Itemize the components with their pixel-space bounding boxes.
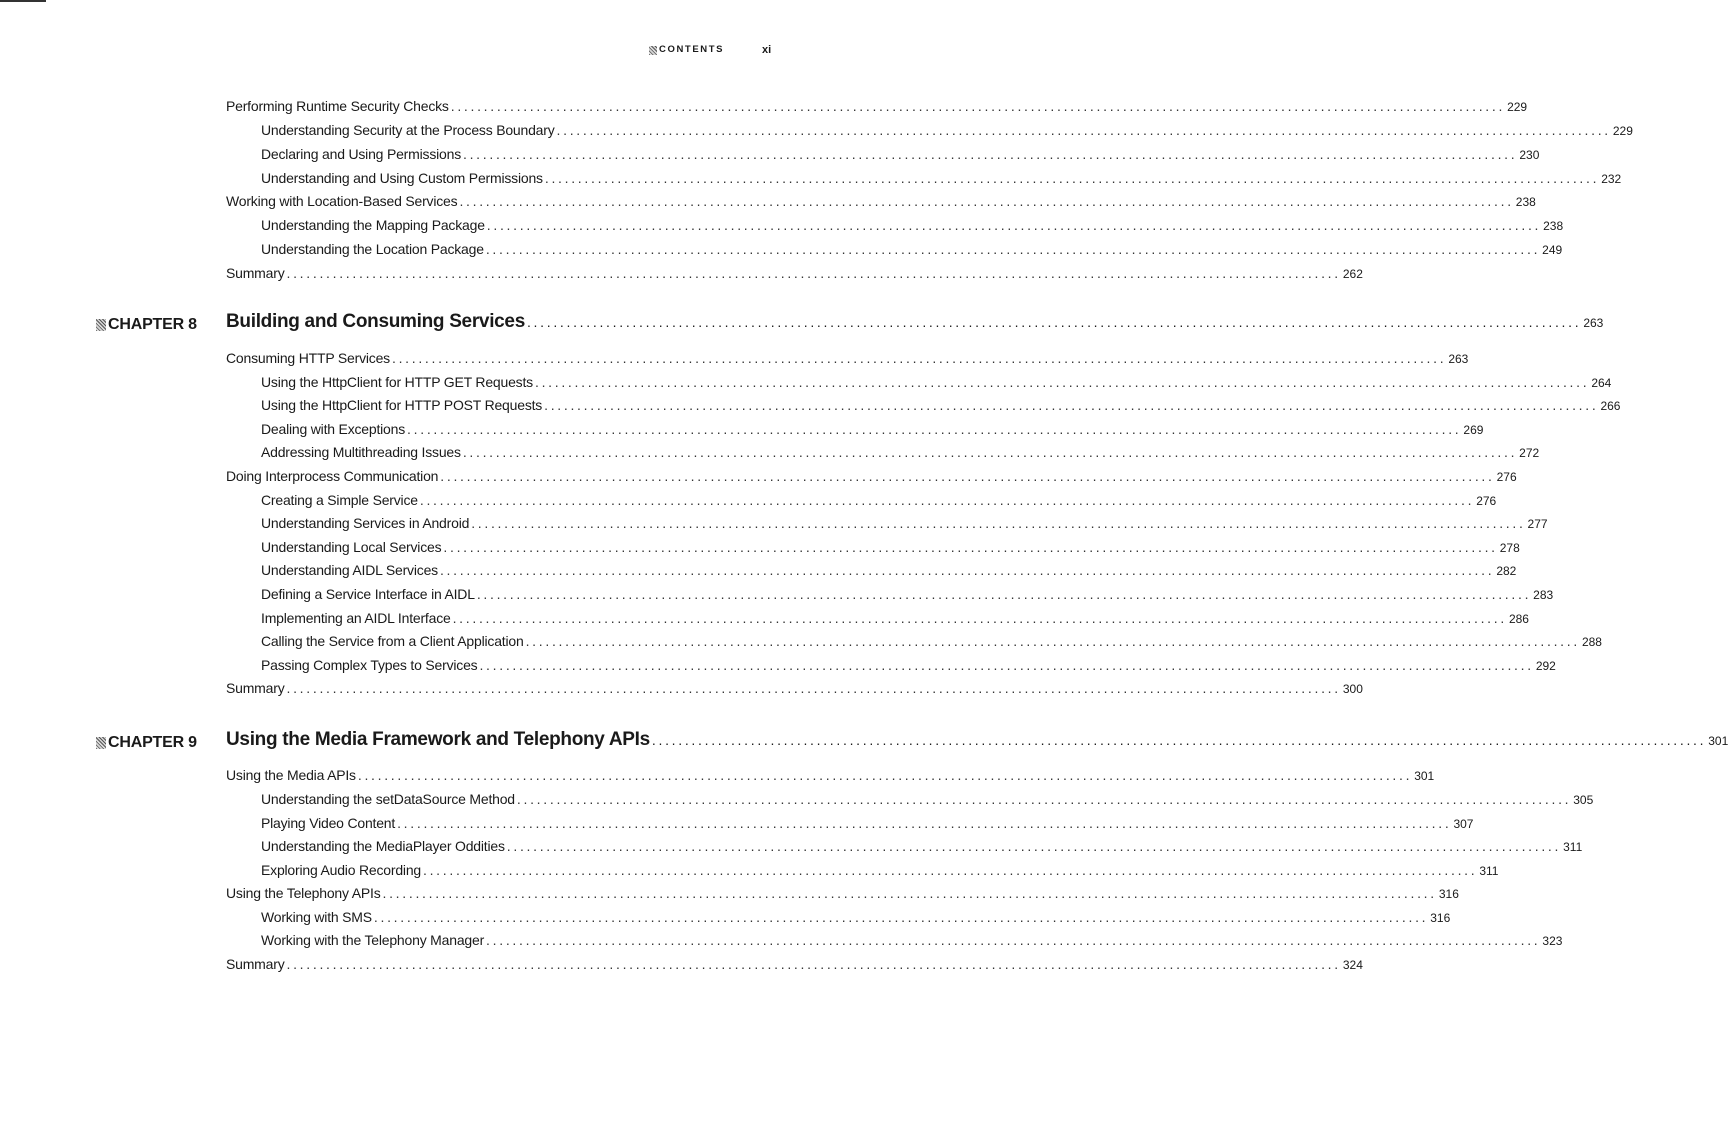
- toc-entry-page: 288: [1581, 635, 1602, 649]
- toc-leader-dots: ................................................................................................................................................................: [450, 98, 1506, 114]
- toc-leader-dots: ................................................................................................................................................................: [516, 791, 1572, 807]
- toc-entry[interactable]: [226, 885, 1459, 907]
- contents-marker-icon: [649, 46, 657, 55]
- toc-entry[interactable]: [261, 586, 1554, 608]
- toc-entry[interactable]: [261, 241, 1563, 263]
- toc-leader-dots: ................................................................................................................................................................: [373, 909, 1429, 925]
- toc-entry[interactable]: [226, 98, 1528, 120]
- toc-entry-page: 324: [1342, 958, 1363, 972]
- toc-entry-page: 282: [1496, 564, 1517, 578]
- toc-entry-page: 311: [1479, 864, 1499, 878]
- toc-entry-title: Creating a Simple Service: [261, 492, 418, 508]
- toc-entry[interactable]: [226, 680, 1363, 702]
- toc-entry-page: 276: [1496, 470, 1517, 484]
- toc-entry-title: Understanding Security at the Process Boundary: [261, 122, 555, 138]
- toc-entry-page: 232: [1601, 172, 1622, 186]
- toc-entry-page: 311: [1563, 840, 1583, 854]
- toc-leader-dots: ................................................................................................................................................................: [506, 838, 1562, 854]
- toc-entry-page: 276: [1476, 494, 1497, 508]
- toc-entry-title: Understanding the Location Package: [261, 241, 484, 257]
- chapter-number: CHAPTER 8: [108, 316, 197, 333]
- toc-entry-title: Performing Runtime Security Checks: [226, 98, 449, 114]
- toc-leader-dots: ................................................................................................................................................................: [485, 241, 1541, 257]
- toc-entry-page: 323: [1542, 934, 1563, 948]
- toc-leader-dots: ................................................................................................................................................................: [439, 562, 1495, 578]
- toc-entry-title: Addressing Multithreading Issues: [261, 444, 461, 460]
- toc-leader-dots: ................................................................................................................................................................: [397, 815, 1452, 831]
- toc-entry-page: 305: [1573, 793, 1594, 807]
- toc-entry-title: Working with SMS: [261, 909, 372, 925]
- toc-entry[interactable]: [226, 265, 1363, 287]
- toc-entry-title: Summary: [226, 265, 285, 281]
- toc-entry[interactable]: [261, 633, 1602, 655]
- toc-leader-dots: ................................................................................................................................................................: [486, 217, 1542, 233]
- toc-entry-title: Declaring and Using Permissions: [261, 146, 461, 162]
- toc-leader-dots: ................................................................................................................................................................: [407, 421, 1462, 437]
- toc-entry[interactable]: [261, 862, 1499, 884]
- toc-entry-page: 286: [1508, 612, 1529, 626]
- toc-leader-dots: ................................................................................................................................................................: [459, 193, 1514, 209]
- toc-entry-title: Working with the Telephony Manager: [261, 932, 485, 948]
- toc-entry-title: Defining a Service Interface in AIDL: [261, 586, 475, 602]
- toc-leader-dots: ................................................................................................................................................................: [286, 956, 1341, 972]
- running-head-label: CONTENTS: [659, 44, 725, 55]
- chapter-heading[interactable]: [226, 311, 1604, 337]
- toc-entry[interactable]: [261, 397, 1621, 419]
- toc-entry-title: Summary: [226, 956, 285, 972]
- toc-entry-title: Understanding Services in Android: [261, 515, 470, 531]
- toc-entry-title: Using the HttpClient for HTTP GET Requests: [261, 374, 533, 390]
- toc-entry-page: 283: [1533, 588, 1554, 602]
- toc-entry-title: Understanding the MediaPlayer Oddities: [261, 838, 505, 854]
- toc-leader-dots: ................................................................................................................................................................: [440, 468, 1495, 484]
- toc-entry-page: 316: [1438, 887, 1459, 901]
- toc-entry[interactable]: [261, 146, 1540, 168]
- chapter-title: Building and Consuming Services: [226, 311, 525, 332]
- toc-entry[interactable]: [261, 539, 1520, 561]
- toc-leader-dots: ................................................................................................................................................................: [534, 374, 1590, 390]
- chapter-number: CHAPTER 9: [108, 734, 197, 751]
- toc-entry-page: 229: [1507, 100, 1528, 114]
- toc-entry[interactable]: [261, 932, 1563, 954]
- toc-leader-dots: ................................................................................................................................................................: [651, 732, 1707, 748]
- toc-entry-page: 266: [1600, 399, 1621, 413]
- toc-entry[interactable]: [261, 515, 1548, 537]
- toc-leader-dots: ................................................................................................................................................................: [544, 397, 1599, 413]
- toc-entry-page: 272: [1519, 446, 1540, 460]
- toc-entry-page: 316: [1430, 911, 1451, 925]
- toc-entry-page: 249: [1542, 243, 1563, 257]
- toc-entry[interactable]: [261, 122, 1633, 144]
- toc-leader-dots: ................................................................................................................................................................: [391, 350, 1447, 366]
- toc-leader-dots: ................................................................................................................................................................: [479, 657, 1534, 673]
- toc-entry[interactable]: [226, 468, 1517, 490]
- toc-entry-page: 262: [1342, 267, 1363, 281]
- chapter-label: [96, 734, 197, 752]
- toc-entry-title: Summary: [226, 680, 285, 696]
- toc-entry[interactable]: [261, 909, 1451, 931]
- toc-entry-title: Using the HttpClient for HTTP POST Requests: [261, 397, 543, 413]
- toc-entry-title: Understanding Local Services: [261, 539, 442, 555]
- running-head: [640, 44, 780, 58]
- toc-entry-title: Doing Interprocess Communication: [226, 468, 439, 484]
- toc-entry[interactable]: [261, 492, 1497, 514]
- toc-entry[interactable]: [261, 838, 1583, 860]
- toc-entry[interactable]: [261, 170, 1622, 192]
- toc-entry-title: Passing Complex Types to Services: [261, 657, 478, 673]
- toc-leader-dots: ................................................................................................................................................................: [419, 492, 1475, 508]
- toc-entry-title: Understanding and Using Custom Permissions: [261, 170, 543, 186]
- toc-entry[interactable]: [226, 767, 1435, 789]
- toc-entry[interactable]: [261, 421, 1484, 443]
- toc-entry-title: Understanding the Mapping Package: [261, 217, 485, 233]
- toc-leader-dots: ................................................................................................................................................................: [357, 767, 1413, 783]
- chapter-page: 301: [1708, 734, 1728, 748]
- page-number: xi: [762, 44, 772, 56]
- toc-leader-dots: ................................................................................................................................................................: [486, 932, 1541, 948]
- toc-entry-page: 230: [1519, 148, 1540, 162]
- toc-entry[interactable]: [261, 657, 1556, 679]
- toc-entry-page: 264: [1591, 376, 1612, 390]
- toc-entry[interactable]: [261, 444, 1540, 466]
- toc-entry-page: 269: [1463, 423, 1484, 437]
- chapter-page: 263: [1583, 316, 1604, 330]
- toc-entry[interactable]: [226, 193, 1536, 215]
- toc-entry-page: 238: [1515, 195, 1536, 209]
- toc-leader-dots: ................................................................................................................................................................: [452, 610, 1507, 626]
- toc-entry-title: Dealing with Exceptions: [261, 421, 406, 437]
- toc-leader-dots: ................................................................................................................................................................: [286, 265, 1341, 281]
- toc-entry-title: Consuming HTTP Services: [226, 350, 390, 366]
- toc-leader-dots: ................................................................................................................................................................: [476, 586, 1532, 602]
- toc-entry-page: 292: [1535, 659, 1556, 673]
- toc-entry-title: Understanding the setDataSource Method: [261, 791, 515, 807]
- toc-entry-page: 238: [1543, 219, 1564, 233]
- toc-leader-dots: ................................................................................................................................................................: [423, 862, 1478, 878]
- toc-entry-title: Calling the Service from a Client Application: [261, 633, 524, 649]
- toc-entry-page: 229: [1612, 124, 1633, 138]
- toc-leader-dots: ................................................................................................................................................................: [525, 633, 1580, 649]
- toc-leader-dots: ................................................................................................................................................................: [443, 539, 1498, 555]
- toc-leader-dots: ................................................................................................................................................................: [463, 146, 1518, 162]
- toc-leader-dots: ................................................................................................................................................................: [526, 314, 1582, 330]
- toc-leader-dots: ................................................................................................................................................................: [286, 680, 1341, 696]
- chapter-marker-icon: [96, 319, 106, 331]
- toc-entry-page: 278: [1499, 541, 1520, 555]
- toc-entry-title: Playing Video Content: [261, 815, 396, 831]
- toc-entry[interactable]: [261, 217, 1564, 239]
- toc-entry-title: Exploring Audio Recording: [261, 862, 421, 878]
- toc-entry-page: 300: [1342, 682, 1363, 696]
- toc-entry[interactable]: [261, 815, 1474, 837]
- toc-entry-page: 277: [1527, 517, 1548, 531]
- chapter-title: Using the Media Framework and Telephony APIs: [226, 729, 650, 750]
- toc-entry[interactable]: [261, 562, 1517, 584]
- toc-leader-dots: ................................................................................................................................................................: [544, 170, 1600, 186]
- toc-leader-dots: ................................................................................................................................................................: [471, 515, 1526, 531]
- toc-entry-title: Working with Location-Based Services: [226, 193, 458, 209]
- toc-entry-page: 307: [1453, 817, 1474, 831]
- toc-entry-title: Implementing an AIDL Interface: [261, 610, 451, 626]
- toc-leader-dots: ................................................................................................................................................................: [556, 122, 1611, 138]
- toc-entry-title: Using the Media APIs: [226, 767, 356, 783]
- chapter-marker-icon: [96, 737, 106, 749]
- chapter-label: [96, 316, 197, 334]
- toc-entry-title: Using the Telephony APIs: [226, 885, 381, 901]
- corner-rule: [0, 0, 46, 2]
- toc-entry[interactable]: [226, 350, 1469, 372]
- toc-leader-dots: ................................................................................................................................................................: [382, 885, 1437, 901]
- chapter-heading[interactable]: [226, 729, 1728, 755]
- toc-entry-title: Understanding AIDL Services: [261, 562, 438, 578]
- toc-entry[interactable]: [261, 791, 1594, 813]
- toc-leader-dots: ................................................................................................................................................................: [462, 444, 1518, 460]
- toc-entry[interactable]: [226, 956, 1363, 978]
- toc-entry[interactable]: [261, 610, 1529, 632]
- toc-entry-page: 301: [1414, 769, 1435, 783]
- toc-entry[interactable]: [261, 374, 1612, 396]
- toc-entry-page: 263: [1448, 352, 1469, 366]
